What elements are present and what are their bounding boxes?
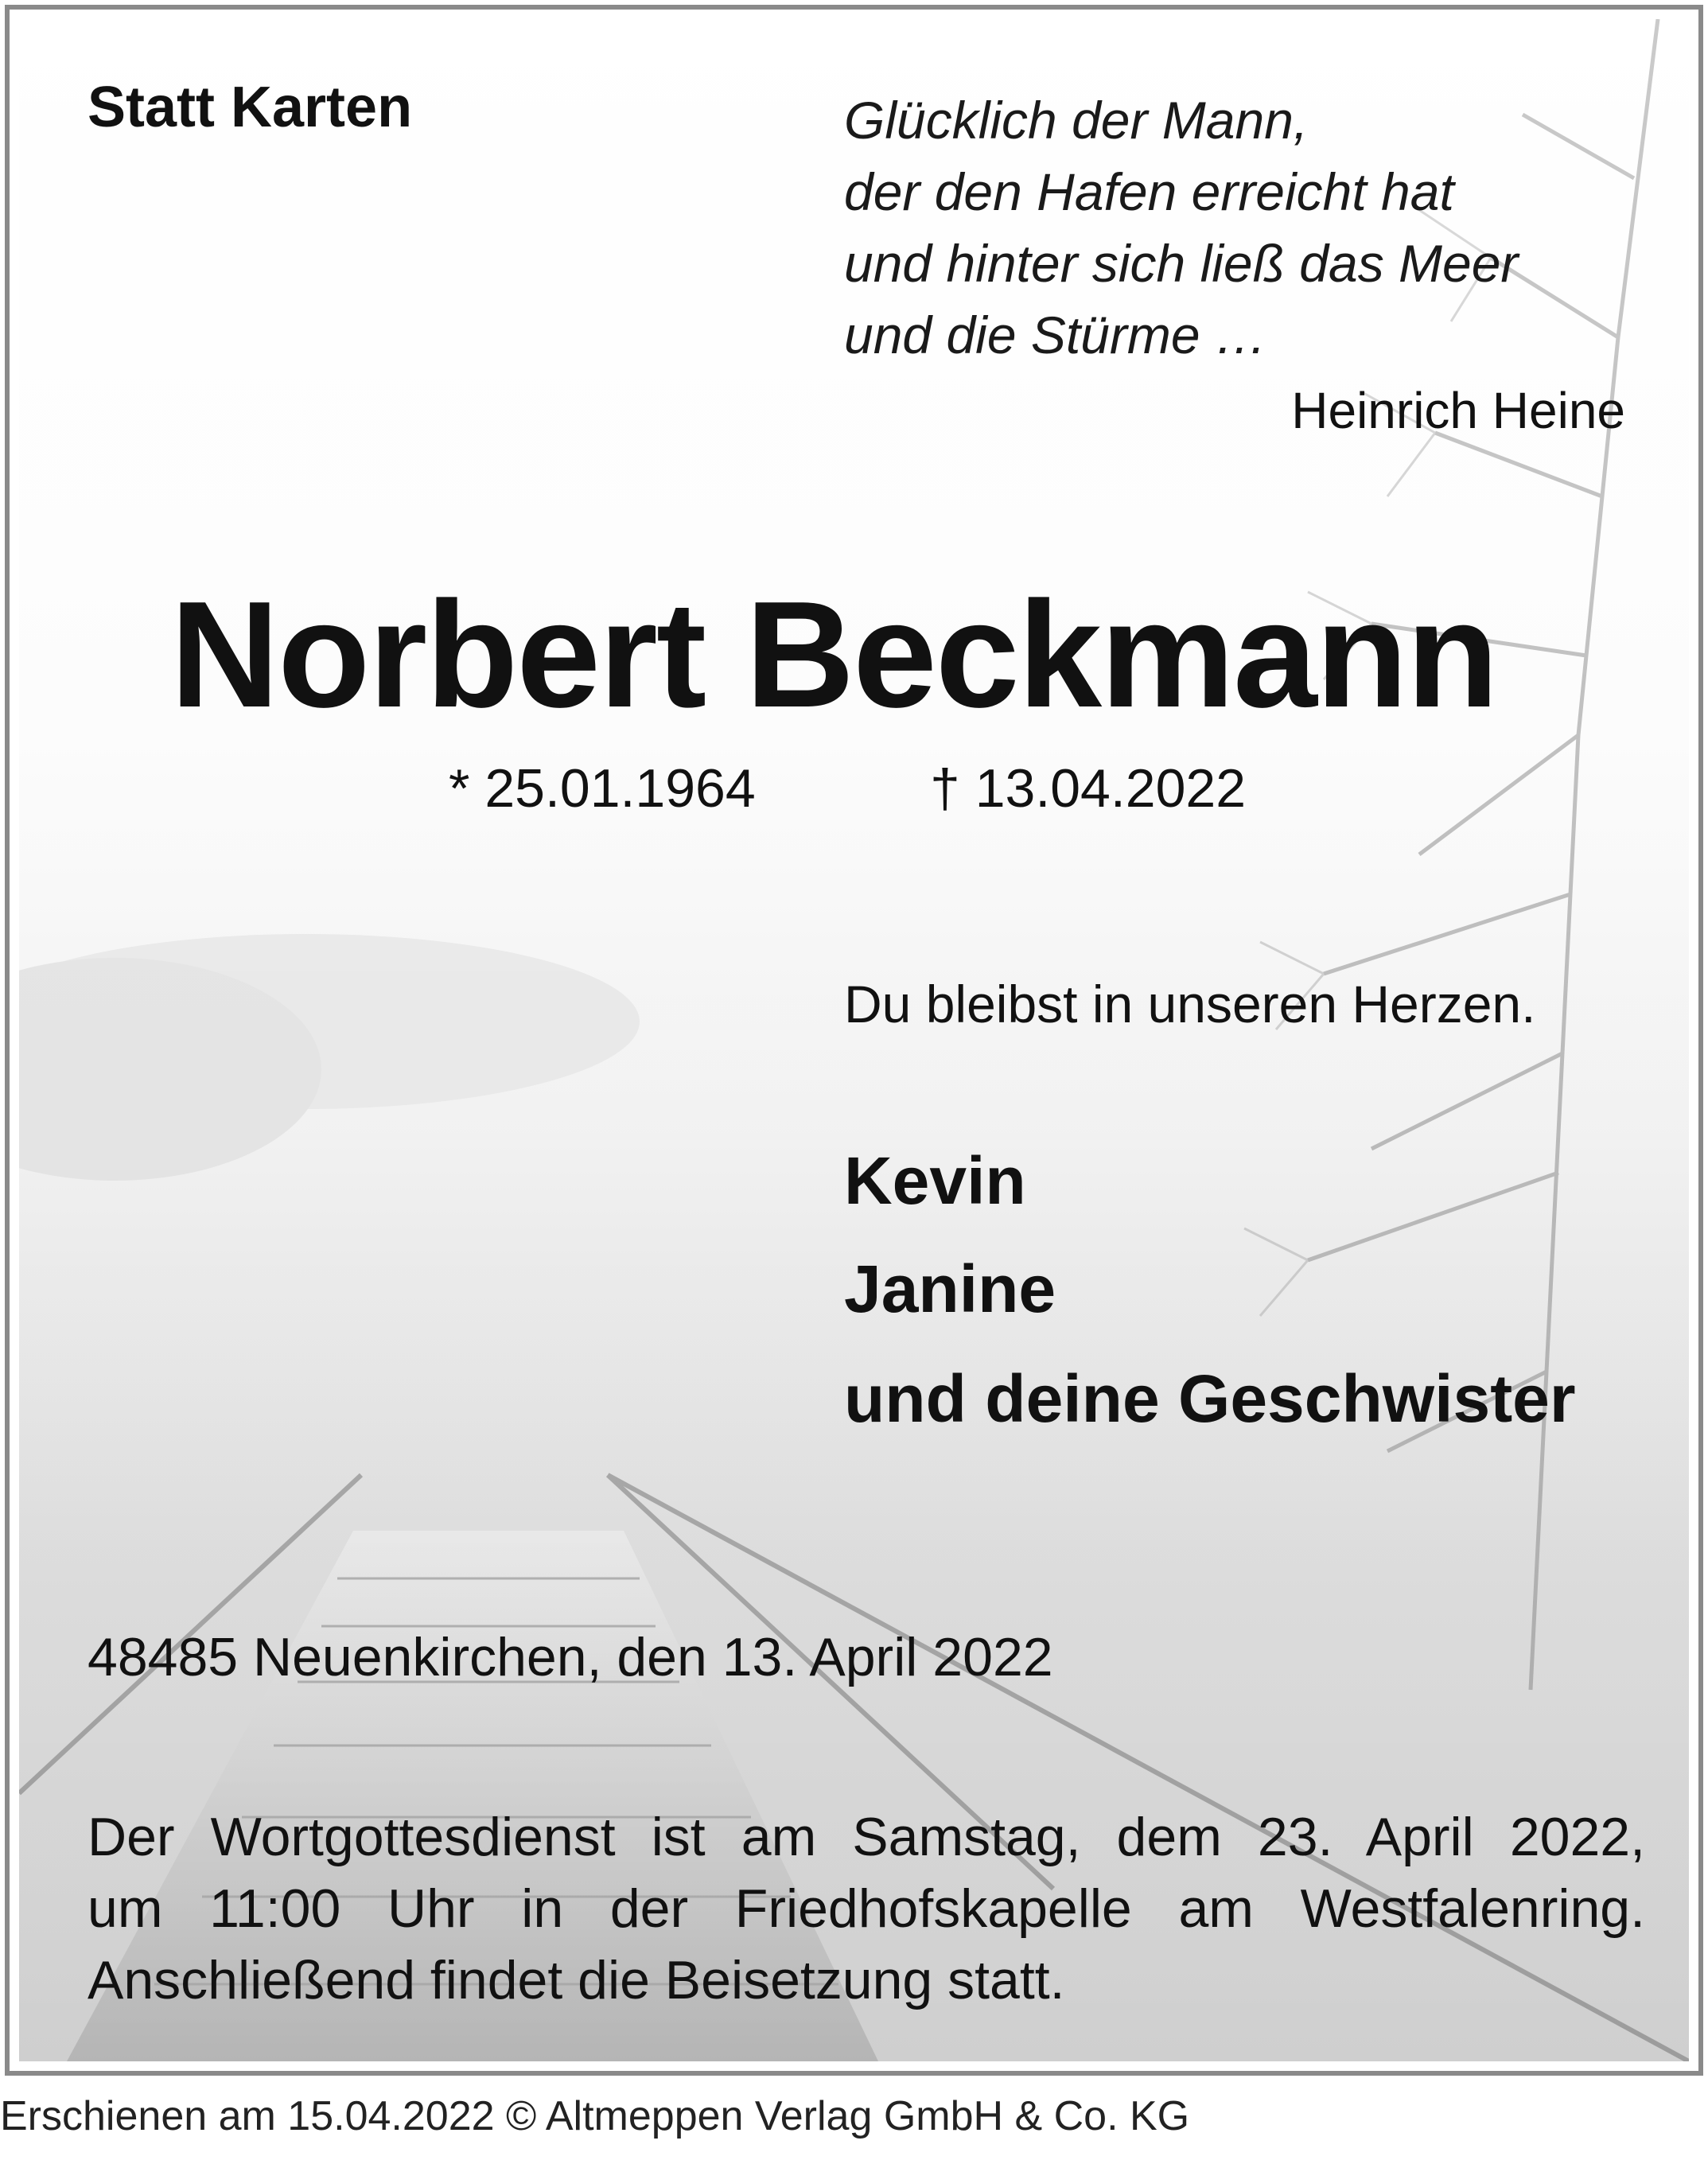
service-line: Der Wortgottesdienst ist am Samstag, dem 23. April 2022, (88, 1807, 1645, 1867)
place-and-date: 48485 Neuenkirchen, den 13. April 2022 (88, 1627, 1053, 1687)
publication-footer: Erschienen am 15.04.2022 © Altmeppen Verlag GmbH & Co. KG (0, 2093, 1190, 2139)
mourner-name: und deine Geschwister (844, 1361, 1576, 1436)
quote-line: und die Stürme … (844, 306, 1267, 364)
quote-author: Heinrich Heine (1291, 382, 1625, 439)
poem-quote (844, 84, 1518, 371)
death-date: † 13.04.2022 (930, 758, 1247, 819)
service-line: um 11:00 Uhr in der Friedhofskapelle am Westfalenring. (88, 1878, 1645, 1939)
service-announcement (88, 1801, 1647, 2016)
quote-line: und hinter sich ließ das Meer (844, 234, 1519, 293)
mourner-name: Janine (844, 1251, 1056, 1326)
mourner-name: Kevin (844, 1143, 1026, 1218)
birth-date: * 25.01.1964 (449, 758, 756, 819)
memorial-motto: Du bleibst in unseren Herzen. (844, 975, 1536, 1033)
service-line: Anschließend findet die Beisetzung statt. (88, 1950, 1065, 2010)
deceased-name: Norbert Beckmann (170, 570, 1497, 739)
obituary-content (19, 19, 1689, 2061)
quote-line: der den Hafen erreicht hat (844, 162, 1454, 221)
obituary-frame (5, 5, 1703, 2076)
quote-line: Glücklich der Mann, (844, 91, 1309, 150)
statt-karten-label: Statt Karten (88, 76, 413, 139)
